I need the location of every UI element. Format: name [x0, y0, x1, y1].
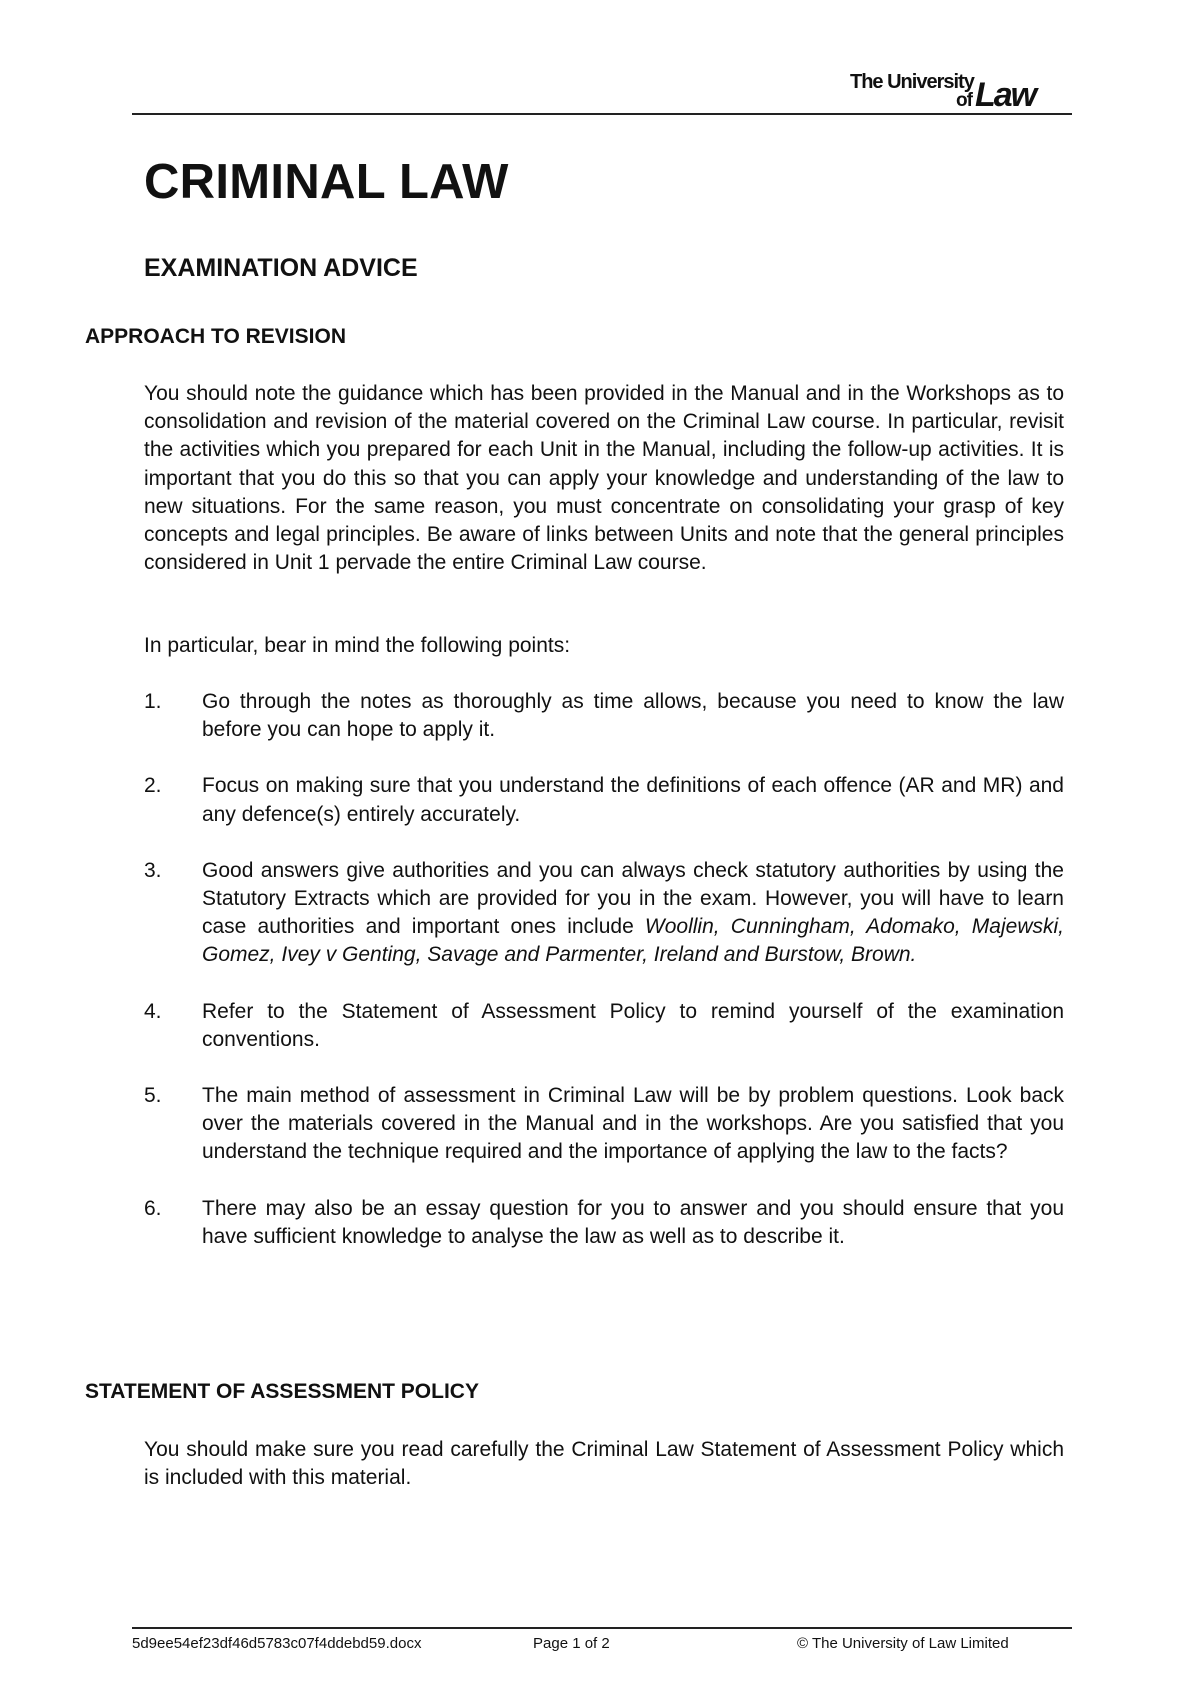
list-number: 6.: [144, 1196, 162, 1220]
list-item: [144, 857, 1064, 970]
list-number: 3.: [144, 858, 162, 882]
list-item-text: Go through the notes as thoroughly as time allows, because you need to know the law before you can hope to apply it.: [202, 690, 1064, 742]
list-item: [144, 688, 1064, 744]
policy-heading: STATEMENT OF ASSESSMENT POLICY: [85, 1380, 479, 1403]
footer-rule: [132, 1627, 1072, 1629]
revision-paragraph: You should note the guidance which has been provided in the Manual and in the Workshops as to consolidation and revision of the material covered on the Criminal Law course. In particular, revisit the activities which you prepared for each Unit in the Manual, including the follow-up activities. It is important that you do this so that you can apply your knowledge and understanding of the law to new situations. For the same reason, you must concentrate on consolidating your grasp of key concepts and legal principles. Be aware of links between Units and note that the general principles considered in Unit 1 pervade the entire Criminal Law course.: [144, 382, 1064, 575]
list-number: 5.: [144, 1084, 162, 1108]
revision-heading: APPROACH TO REVISION: [85, 325, 346, 348]
list-number: 4.: [144, 999, 162, 1023]
list-number: 2.: [144, 774, 162, 798]
footer-filename: 5d9ee54ef23df46d5783c07f4ddebd59.docx: [132, 1635, 422, 1652]
list-item-text-wrapper: [202, 857, 1064, 970]
logo-brand: Law: [975, 76, 1036, 110]
policy-paragraph: You should make sure you read carefully the Criminal Law Statement of Assessment Policy which is included with this material.: [144, 1438, 1064, 1490]
revision-points-list: [144, 688, 1064, 1279]
case-authorities: Woollin, Cunningham, Adomako, Majewski, Gomez, Ivey v Genting, Savage and Parmenter, Ireland and Burstow, Brown.: [202, 915, 1064, 967]
list-item: [144, 1195, 1064, 1251]
points-intro: In particular, bear in mind the following points:: [144, 634, 571, 657]
list-item-text: Refer to the Statement of Assessment Policy to remind yourself of the examination conventions.: [202, 999, 1064, 1051]
list-item-text: There may also be an essay question for you to answer and you should ensure that you have sufficient knowledge to analyse the law as well as to describe it.: [202, 1196, 1064, 1248]
footer-page-number: Page 1 of 2: [533, 1635, 610, 1652]
logo-line2: of: [956, 90, 972, 110]
list-item: [144, 998, 1064, 1054]
document-subtitle: EXAMINATION ADVICE: [144, 254, 418, 282]
footer-copyright: © The University of Law Limited: [797, 1635, 1009, 1652]
university-of-law-logo: [848, 64, 1068, 110]
list-item: [144, 772, 1064, 828]
list-item-text: Focus on making sure that you understand the definitions of each offence (AR and MR) and any defence(s) entirely accurately.: [202, 774, 1064, 826]
document-title: CRIMINAL LAW: [144, 155, 509, 209]
list-number: 1.: [144, 690, 162, 713]
header-rule: [132, 113, 1072, 115]
list-item-text: Good answers give authorities and you can always check statutory authorities by using the Statutory Extracts which are provided for you in the exam. However, you will have to learn case authorities and important ones include: [202, 858, 1064, 939]
list-item: [144, 1082, 1064, 1167]
list-item-text: The main method of assessment in Criminal Law will be by problem questions. Look back over the materials covered in the Manual and in the workshops. Are you satisfied that you understand the technique required and the importance of applying the law to the facts?: [202, 1084, 1064, 1164]
logo-line1: The University: [850, 71, 974, 93]
